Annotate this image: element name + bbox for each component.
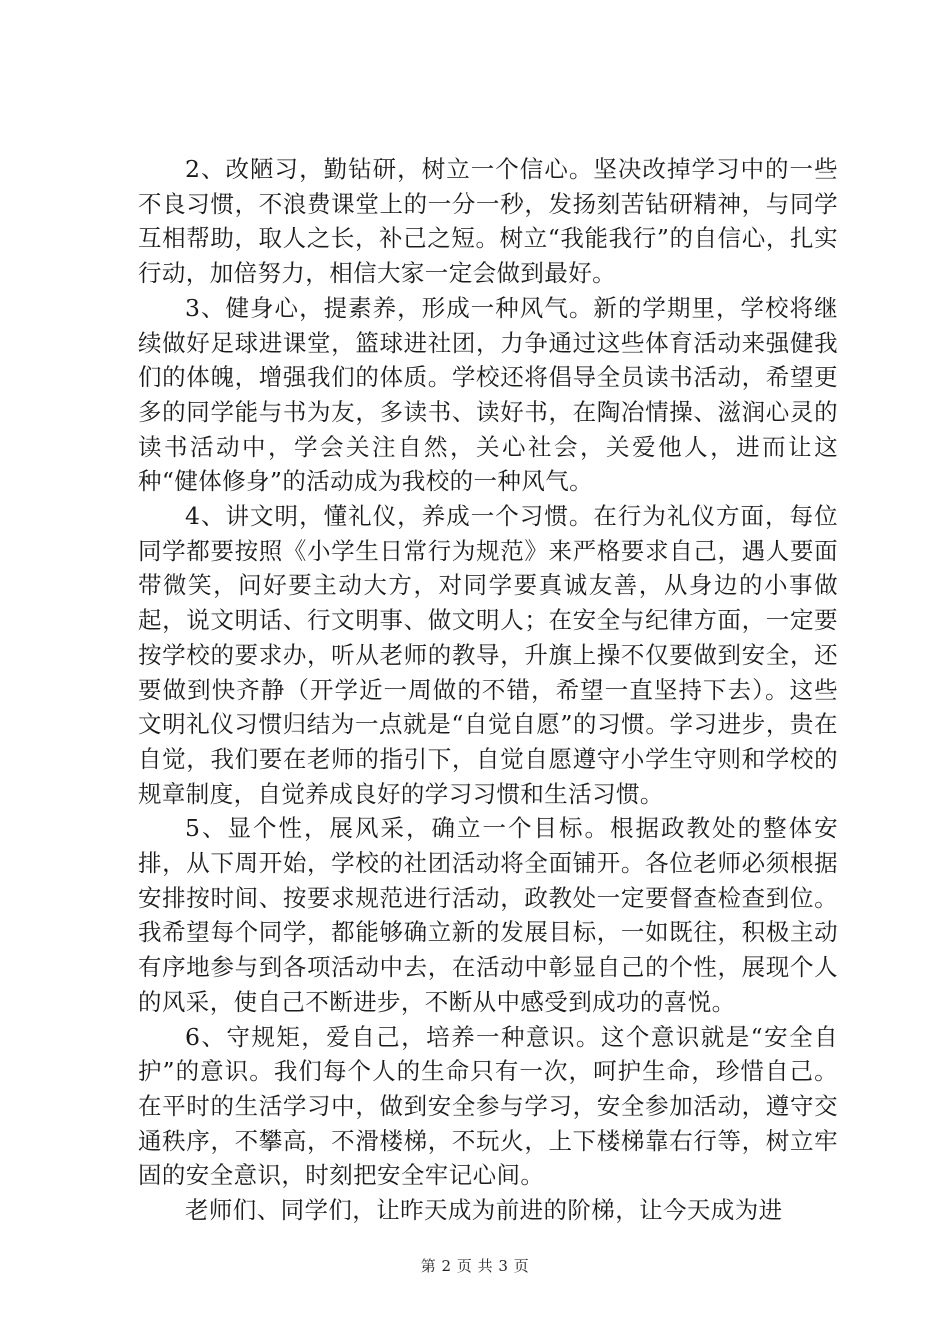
paragraph-item-6: 6、守规矩，爱自己，培养一种意识。这个意识就是“安全自护”的意识。我们每个人的生命只有一次，呵护生命，珍惜自己。在平时的生活学习中，做到安全参与学习，安全参加活动，遵守交通秩序，不攀高，不滑楼梯，不玩火，上下楼梯靠右行等，树立牢固的安全意识，时刻把安全牢记心间。 <box>138 1022 838 1190</box>
paragraph-item-3: 3、健身心，提素养，形成一种风气。新的学期里，学校将继续做好足球进课堂，篮球进社团，力争通过这些体育活动来强健我们的体魄，增强我们的体质。学校还将倡导全员读书活动，希望更多的同学能与书为友，多读书、读好书，在陶冶情操、滋润心灵的读书活动中，学会关注自然，关心社会，关爱他人，进而让这种“健体修身”的活动成为我校的一种风气。 <box>138 293 838 496</box>
paragraph-item-2: 2、改陋习，勤钻研，树立一个信心。坚决改掉学习中的一些不良习惯，不浪费课堂上的一分一秒，发扬刻苦钻研精神，与同学互相帮助，取人之长，补己之短。树立“我能我行”的自信心，扎实行动，加倍努力，相信大家一定会做到最好。 <box>138 155 838 288</box>
page-number-footer: 第 2 页 共 3 页 <box>420 1257 530 1275</box>
paragraph-item-4: 4、讲文明，懂礼仪，养成一个习惯。在行为礼仪方面，每位同学都要按照《小学生日常行为规范》来严格要求自己，遇人要面带微笑，问好要主动大方，对同学要真诚友善，从身边的小事做起，说文明话、行文明事、做文明人；在安全与纪律方面，一定要按学校的要求办，听从老师的教导，升旗上操不仅要做到安全，还要做到快齐静（开学近一周做的不错，希望一直坚持下去）。这些文明礼仪习惯归结为一点就是“自觉自愿”的习惯。学习进步，贵在自觉，我们要在老师的指引下，自觉自愿遵守小学生守则和学校的规章制度，自觉养成良好的学习习惯和生活习惯。 <box>138 502 838 808</box>
paragraph-closing: 老师们、同学们，让昨天成为前进的阶梯，让今天成为进 <box>185 1196 783 1225</box>
paragraph-item-5: 5、显个性，展风采，确立一个目标。根据政教处的整体安排，从下周开始，学校的社团活动将全面铺开。各位老师必须根据安排按时间、按要求规范进行活动，政教处一定要督查检查到位。我希望每个同学，都能够确立新的发展目标，一如既往，积极主动有序地参与到各项活动中去，在活动中彰显自己的个性，展现个人的风采，使自己不断进步，不断从中感受到成功的喜悦。 <box>138 814 838 1016</box>
document-body <box>138 152 838 1228</box>
